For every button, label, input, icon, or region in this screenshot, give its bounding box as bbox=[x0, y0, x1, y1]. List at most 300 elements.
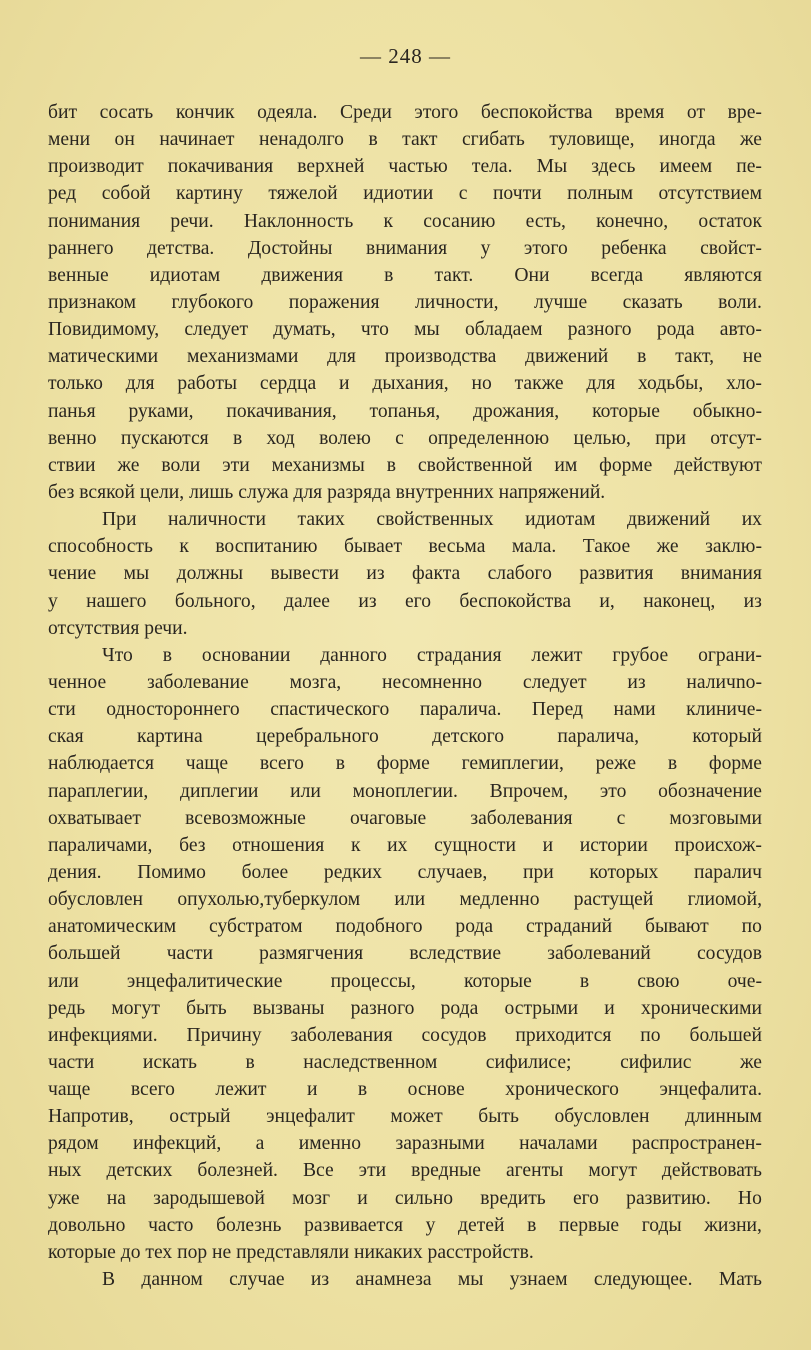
word: реже bbox=[595, 753, 637, 775]
word: мы bbox=[457, 1269, 484, 1291]
word: их bbox=[741, 509, 762, 531]
word: венно bbox=[48, 427, 97, 449]
word: отношения bbox=[232, 834, 325, 856]
word: отсутствием bbox=[658, 183, 762, 205]
word: сосанию bbox=[423, 210, 496, 232]
word: при bbox=[655, 427, 686, 449]
word: длинным bbox=[685, 1106, 762, 1128]
word: в bbox=[384, 264, 394, 286]
word: весьма bbox=[428, 536, 486, 558]
word: заболевания bbox=[470, 807, 573, 829]
line-text: без всякой цели, лишь служа для разряда внутренних напряжений. bbox=[48, 481, 606, 503]
word: есть, bbox=[525, 210, 566, 232]
word: же bbox=[117, 454, 140, 476]
word: время bbox=[615, 102, 665, 123]
word: мала. bbox=[511, 536, 557, 558]
word: этого bbox=[523, 237, 568, 259]
word: эти bbox=[358, 1160, 387, 1182]
word: остаток bbox=[698, 210, 762, 232]
word: дрожания, bbox=[473, 400, 560, 422]
word: свойственной bbox=[417, 454, 533, 476]
text-line bbox=[48, 1266, 762, 1293]
word: развития bbox=[579, 563, 654, 585]
word: заболевания bbox=[290, 1024, 393, 1046]
word: воли. bbox=[718, 291, 762, 313]
word: Перед bbox=[531, 699, 583, 721]
word: бывает bbox=[343, 536, 403, 558]
word: или bbox=[48, 970, 79, 992]
word: в bbox=[386, 454, 396, 476]
word: параплегии, bbox=[48, 780, 149, 802]
word: редь bbox=[48, 997, 86, 1019]
word: полным bbox=[567, 183, 633, 205]
word: наконец, bbox=[643, 590, 716, 612]
text-line bbox=[48, 696, 762, 723]
word: вре- bbox=[727, 102, 762, 123]
word: могут bbox=[588, 1160, 637, 1182]
word: ская bbox=[48, 726, 84, 748]
word: В bbox=[102, 1269, 116, 1291]
word: лежит bbox=[531, 644, 583, 666]
word: страданий bbox=[525, 916, 613, 938]
word: у bbox=[425, 1214, 436, 1236]
word: инфекций, bbox=[133, 1133, 222, 1155]
text-line bbox=[48, 1022, 762, 1049]
page-number: — 248 — bbox=[360, 44, 451, 68]
word: обозначение bbox=[658, 780, 762, 802]
text-line bbox=[48, 832, 762, 859]
word: туловище, bbox=[549, 129, 635, 151]
word: воли bbox=[161, 454, 201, 476]
word: части bbox=[48, 1051, 95, 1073]
word: рода bbox=[455, 916, 494, 938]
word: сосать bbox=[99, 102, 154, 123]
word: Достойны bbox=[247, 237, 333, 259]
word: такт. bbox=[434, 264, 474, 286]
word: мени bbox=[48, 129, 91, 151]
word: такт, bbox=[675, 346, 714, 368]
word: определенною bbox=[428, 427, 550, 449]
word: данном bbox=[141, 1269, 203, 1291]
word: картину bbox=[176, 183, 243, 205]
word: по bbox=[640, 1024, 661, 1046]
word: внимания bbox=[365, 237, 448, 259]
word: детей bbox=[458, 1214, 505, 1236]
word: и bbox=[604, 997, 615, 1019]
word: заболевание bbox=[147, 671, 249, 693]
line-text: отсутствия речи. bbox=[48, 617, 188, 639]
word: из bbox=[627, 671, 646, 693]
word: топанья, bbox=[369, 400, 441, 422]
word: искать bbox=[142, 1051, 197, 1073]
word: Они bbox=[514, 264, 550, 286]
word: Такое bbox=[582, 536, 631, 558]
word: мозговыми bbox=[669, 807, 762, 829]
word: разного bbox=[350, 997, 415, 1019]
word: дения. bbox=[48, 861, 102, 883]
word: церебрального bbox=[256, 726, 379, 748]
word: развивается bbox=[304, 1214, 403, 1236]
word: чаще bbox=[48, 1079, 91, 1101]
word: сифилисе; bbox=[485, 1051, 572, 1073]
word: болезнь bbox=[216, 1214, 282, 1236]
word: при bbox=[522, 861, 554, 883]
text-line bbox=[48, 642, 762, 669]
word: заклю- bbox=[705, 536, 762, 558]
word: венные bbox=[48, 264, 109, 286]
word: обладаем bbox=[464, 319, 543, 341]
word: механизмами bbox=[186, 346, 299, 368]
word: уже bbox=[48, 1187, 80, 1209]
word: очаговые bbox=[349, 807, 427, 829]
word: всегда bbox=[590, 264, 644, 286]
word: нами bbox=[613, 699, 656, 721]
text-line bbox=[48, 1239, 762, 1266]
word: работы bbox=[177, 373, 238, 395]
text-line bbox=[48, 506, 762, 533]
word: гемиплегии, bbox=[461, 753, 564, 775]
word: Повидимому, bbox=[48, 319, 160, 341]
word: началами bbox=[519, 1133, 598, 1155]
word: частью bbox=[388, 156, 448, 178]
word: более bbox=[241, 861, 289, 883]
word: имеем bbox=[659, 156, 713, 178]
word: в bbox=[667, 753, 678, 775]
word: таких bbox=[297, 509, 345, 531]
word: мозг bbox=[292, 1187, 331, 1209]
word: лежит bbox=[215, 1079, 267, 1101]
word: опухолью,туберкулом bbox=[177, 889, 361, 911]
word: быть bbox=[186, 997, 227, 1019]
word: форме bbox=[376, 753, 430, 775]
word: а bbox=[255, 1133, 265, 1155]
text-line bbox=[48, 995, 762, 1022]
word: сгибать bbox=[461, 129, 525, 151]
word: способность bbox=[48, 536, 153, 558]
word: этого bbox=[414, 102, 459, 123]
word: сильно bbox=[394, 1187, 454, 1209]
word: или bbox=[394, 889, 426, 911]
word: ных bbox=[48, 1160, 82, 1182]
word: анатомическим bbox=[48, 916, 177, 938]
word: рода bbox=[440, 997, 479, 1019]
word: к bbox=[383, 210, 393, 232]
word: которых bbox=[589, 861, 659, 883]
word: зародышевой bbox=[153, 1187, 265, 1209]
word: ребенка bbox=[601, 237, 667, 259]
word: для bbox=[327, 346, 356, 368]
word: могут bbox=[111, 997, 160, 1019]
word: механизмы bbox=[271, 454, 365, 476]
word: свойственных bbox=[376, 509, 494, 531]
word: обусловлен bbox=[48, 889, 144, 911]
word: форме bbox=[599, 454, 653, 476]
word: речи. bbox=[170, 210, 214, 232]
word: производит bbox=[48, 156, 144, 178]
word: он bbox=[114, 129, 135, 151]
word: распространен- bbox=[631, 1133, 762, 1155]
word: сердца bbox=[259, 373, 317, 395]
text-line bbox=[48, 1049, 762, 1076]
word: заболеваний bbox=[547, 943, 651, 965]
text-line bbox=[48, 805, 762, 832]
word: ствии bbox=[48, 454, 96, 476]
word: же bbox=[739, 1051, 762, 1073]
word: ход bbox=[266, 427, 295, 449]
word: почти bbox=[492, 183, 542, 205]
word: энцефалитические bbox=[126, 970, 283, 992]
word: обусловлен bbox=[554, 1106, 650, 1128]
word: хло- bbox=[726, 373, 762, 395]
word: из bbox=[743, 590, 762, 612]
word: идиотии bbox=[363, 183, 434, 205]
word: следующее. bbox=[593, 1269, 693, 1291]
word: его bbox=[404, 590, 432, 612]
word: к bbox=[179, 536, 189, 558]
word: паралича. bbox=[419, 699, 502, 721]
word: ходьбы, bbox=[638, 373, 704, 395]
word: основании bbox=[201, 644, 291, 666]
text-line bbox=[48, 479, 762, 506]
word: свойст- bbox=[700, 237, 762, 259]
word: беспокойства bbox=[480, 102, 593, 123]
word: следует bbox=[522, 671, 587, 693]
word: беспокойства bbox=[459, 590, 572, 612]
word: мы bbox=[123, 563, 150, 585]
word: кончик bbox=[175, 102, 235, 123]
word: заразными bbox=[395, 1133, 485, 1155]
word: их bbox=[387, 834, 408, 856]
word: вследствие bbox=[409, 943, 502, 965]
text-line bbox=[48, 588, 762, 615]
word: но bbox=[471, 373, 492, 395]
word: узнаем bbox=[509, 1269, 568, 1291]
word: же bbox=[656, 536, 679, 558]
word: Мать bbox=[718, 1269, 762, 1291]
word: происхож- bbox=[674, 834, 762, 856]
word: действовать bbox=[661, 1160, 762, 1182]
word: вредные bbox=[411, 1160, 481, 1182]
word: думать, bbox=[273, 319, 336, 341]
word: собой bbox=[101, 183, 151, 205]
word: годы bbox=[641, 1214, 682, 1236]
word: от bbox=[686, 102, 706, 123]
word: такт bbox=[402, 129, 438, 151]
text-line bbox=[48, 1157, 762, 1184]
word: движений bbox=[525, 346, 609, 368]
word: Напротив, bbox=[48, 1106, 134, 1128]
word: должны bbox=[176, 563, 244, 585]
word: нашего bbox=[86, 590, 147, 612]
word: Впрочем, bbox=[489, 780, 569, 802]
word: воспитанию bbox=[215, 536, 318, 558]
text-line bbox=[48, 452, 762, 479]
word: клиниче- bbox=[686, 699, 762, 721]
word: наследственном bbox=[303, 1051, 438, 1073]
word: сифилис bbox=[620, 1051, 692, 1073]
word: Все bbox=[302, 1160, 334, 1182]
word: начинает bbox=[159, 129, 235, 151]
word: растущей bbox=[573, 889, 654, 911]
word: в bbox=[335, 753, 345, 775]
word: в bbox=[245, 1051, 255, 1073]
word: мозга, bbox=[289, 671, 342, 693]
word: идиотам bbox=[525, 509, 596, 531]
word: матическими bbox=[48, 346, 159, 368]
text-line bbox=[48, 398, 762, 425]
word: форме bbox=[708, 753, 762, 775]
text-line bbox=[48, 669, 762, 696]
word: инфекциями. bbox=[48, 1024, 158, 1046]
word: приходится bbox=[515, 1024, 612, 1046]
word: в bbox=[357, 1079, 368, 1101]
line-text: которые до тех пор не представляли никаких расстройств. bbox=[48, 1241, 534, 1263]
word: это bbox=[599, 780, 627, 802]
word: Что bbox=[102, 644, 133, 666]
text-line bbox=[48, 370, 762, 397]
word: большей bbox=[48, 943, 121, 965]
word: Наклонность bbox=[243, 210, 354, 232]
word: тела. bbox=[471, 156, 513, 178]
word: факта bbox=[412, 563, 461, 585]
word: часто bbox=[148, 1214, 194, 1236]
word: охватывает bbox=[48, 807, 141, 829]
word: больного, bbox=[174, 590, 256, 612]
word: движений bbox=[627, 509, 711, 531]
word: анамнеза bbox=[355, 1269, 432, 1291]
text-line bbox=[48, 262, 762, 289]
word: картина bbox=[137, 726, 203, 748]
word: чаще bbox=[185, 753, 229, 775]
word: конечно, bbox=[596, 210, 669, 232]
word: волею bbox=[319, 427, 371, 449]
word: паралич bbox=[694, 861, 762, 883]
word: из bbox=[358, 590, 377, 612]
word: одностороннего bbox=[106, 699, 240, 721]
word: наблюдается bbox=[48, 753, 154, 775]
word: пускаются bbox=[120, 427, 209, 449]
word: идиотам bbox=[149, 264, 221, 286]
word: здесь bbox=[591, 156, 636, 178]
word: тяжелой bbox=[268, 183, 338, 205]
word: детских bbox=[106, 1160, 173, 1182]
word: личности, bbox=[414, 291, 499, 313]
word: страдания bbox=[416, 644, 502, 666]
word: целью, bbox=[573, 427, 631, 449]
word: с bbox=[616, 807, 626, 829]
word: процессы, bbox=[330, 970, 416, 992]
word: случае bbox=[229, 1269, 285, 1291]
word: Причину bbox=[186, 1024, 262, 1046]
word: в bbox=[162, 644, 172, 666]
word: понимания bbox=[48, 210, 141, 232]
text-line bbox=[48, 913, 762, 940]
word: сосудов bbox=[696, 943, 762, 965]
word: обыкно- bbox=[692, 400, 762, 422]
word: руками, bbox=[128, 400, 194, 422]
word: медленно bbox=[459, 889, 540, 911]
word: что bbox=[360, 319, 389, 341]
word: верхней bbox=[297, 156, 365, 178]
text-line bbox=[48, 126, 762, 153]
word: быть bbox=[478, 1106, 519, 1128]
word: его bbox=[572, 1187, 599, 1209]
word: наличности bbox=[167, 509, 266, 531]
word: внимания bbox=[680, 563, 762, 585]
word: диплегии bbox=[180, 780, 259, 802]
word: рядом bbox=[48, 1133, 99, 1155]
word: бит bbox=[48, 102, 78, 123]
word: редких bbox=[323, 861, 382, 883]
word: оче- bbox=[727, 970, 762, 992]
word: сказать bbox=[622, 291, 683, 313]
word: у bbox=[48, 590, 58, 612]
word: отсут- bbox=[710, 427, 762, 449]
word: первые bbox=[559, 1214, 620, 1236]
word: ченное bbox=[48, 671, 107, 693]
word: в bbox=[232, 427, 243, 449]
word: довольно bbox=[48, 1214, 126, 1236]
text-line bbox=[48, 235, 762, 262]
word: жизни, bbox=[704, 1214, 762, 1236]
word: которые bbox=[592, 400, 660, 422]
word: сущности bbox=[434, 834, 516, 856]
word: большей bbox=[689, 1024, 762, 1046]
word: истории bbox=[579, 834, 648, 856]
word: вредить bbox=[480, 1187, 546, 1209]
text-line bbox=[48, 723, 762, 750]
word: размягчения bbox=[259, 943, 364, 965]
word: острый bbox=[169, 1106, 231, 1128]
word: покачивания, bbox=[226, 400, 337, 422]
text-line bbox=[48, 533, 762, 560]
word: только bbox=[48, 373, 103, 395]
text-line bbox=[48, 750, 762, 777]
word: авто- bbox=[719, 319, 762, 341]
word: из bbox=[310, 1269, 330, 1291]
text-line bbox=[48, 425, 762, 452]
word: свою bbox=[637, 970, 680, 992]
word: паралича, bbox=[557, 726, 639, 748]
word: сти bbox=[48, 699, 76, 721]
word: хроническими bbox=[640, 997, 762, 1019]
word: которые bbox=[463, 970, 532, 992]
word: глиомой, bbox=[687, 889, 762, 911]
text-line bbox=[48, 208, 762, 235]
word: и bbox=[542, 834, 554, 856]
text-line bbox=[48, 1130, 762, 1157]
word: параличами, bbox=[48, 834, 153, 856]
word: одеяла. bbox=[257, 102, 318, 123]
word: Среди bbox=[340, 102, 392, 123]
word: из bbox=[366, 563, 385, 585]
word: без bbox=[179, 834, 206, 856]
word: покачивания bbox=[167, 156, 274, 178]
word: и bbox=[357, 1187, 368, 1209]
word: действуют bbox=[674, 454, 762, 476]
word: в bbox=[368, 129, 378, 151]
word: или bbox=[290, 780, 321, 802]
word: эти bbox=[222, 454, 250, 476]
word: данного bbox=[320, 644, 387, 666]
word: наличno- bbox=[686, 671, 762, 693]
word: развитию. bbox=[626, 1187, 711, 1209]
word: на bbox=[106, 1187, 126, 1209]
word: сосудов bbox=[421, 1024, 487, 1046]
text-line bbox=[48, 560, 762, 587]
text-line bbox=[48, 778, 762, 805]
word: всего bbox=[130, 1079, 175, 1101]
